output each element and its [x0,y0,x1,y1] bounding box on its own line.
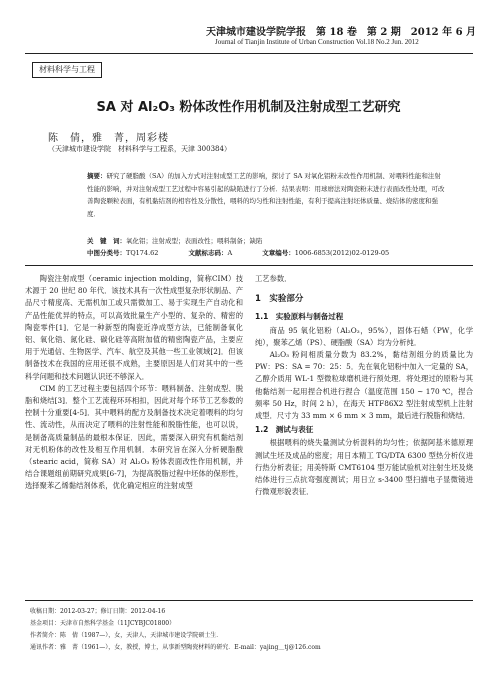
footnote-received: 收稿日期：2012-03-27；修订日期：2012-04-16 [30,608,166,615]
body-paragraph: CIM 的工艺过程主要包括四个环节：喂料制备、注射成型、脱脂和烧结[3]．整个工艺流程环环相扣，因此对每个环节工艺参数的控制十分重要[4-5]．其中喂料的配方及制备技术决定着喂料的均匀性、流动性，从而决定了喂料的注射性能和脱脂性能，也可以说，是制备高质量制品的最根本保证．因此，需要深入研究有机黏结剂对无机粉体的改性及相互作用机制．本研究旨在深入分析硬脂酸（stearic acid，简称 SA）对 Al₂O₃ 粉体表面改性作用机制，并结合课题组前期研究成果[6-7]，为提高脱脂过程中坯体的保形性，选择聚苯乙烯黏结剂体系，优化确定相应的注射成型 [25,383,243,491]
journal-title-en: Journal of Tianjin Institute of Urban Construction Vol.18 No.2 Jun. 2012 [215,38,419,46]
clc-value: TQ174.62 [126,249,159,257]
doc-code-label: 文献标志码： [188,249,228,257]
keywords [87,236,447,247]
footnote-author: 作者简介：陈 倩（1987—），女，天津人，天津城市建设学院硕士生． [30,632,223,639]
abstract-text: 研究了硬脂酸（SA）的加入方式对注射成型工艺的影响，探讨了 SA 对氧化铝粉末改性作用机制、对喂料性能和注射性能的影响，并对注射成型工艺过程中容易引起的缺陷进行了分析．结果表明：用球磨法对陶瓷粉末进行表面改性处理，可改善陶瓷颗粒表面，有机黏结剂的相容性及分散性，喂料的均匀性和注射性能，有利于提高注射坯体质量、烧结体的密度和强度． [87,172,445,218]
subsection-heading: 1.1 实验原料与制备过程 [255,312,344,322]
body-paragraph: 商品 95 氧化铝粉（Al₂O₃，95%），固体石蜡（PW，化学纯），聚苯乙烯（PS）、硬脂酸（SA）均为分析纯． [255,325,473,347]
category-label: 材料科学与工程 [32,62,102,78]
article-no-value: 1006-6853(2012)02-0129-05 [294,249,390,257]
keywords-label: 关 键 词： [87,237,126,245]
abstract [87,170,447,220]
abstract-label: 摘要： [87,172,107,180]
footnote-rule [25,600,473,601]
body-paragraph: 工艺参数． [255,274,292,283]
section-heading: 1 实验部分 [255,294,304,305]
header-rule [25,53,473,54]
right-column [255,273,473,498]
abstract-rule [25,265,473,266]
doc-code-value: A [227,249,233,257]
body-paragraph: Al₂O₃ 粉间相质量分数为 83.2%，黏结剂组分的质量比为 PW：PS：SA = 70：25：5．先在氧化铝粉中加入一定量的 SA，乙醇介质用 WL-1 型微粒球磨机进行预处理．将处理过的原粉与其他黏结剂一起用捏合机进行捏合（温度范围 150 ~ 170 ℃，捏合频率 50 Hz，时间 2 h），在海天 HTF86X2 型注射成型机上注射成型．尺寸为 33 mm × 6 mm × 3 mm，最后进行脱脂和烧结． [255,350,473,421]
body-paragraph: 根据喂料的烧失量测试分析混料的均匀性；依据阿基米德原理测试生坯及成品的密度；用日本精工 TG/DTA 6300 型热分析仪进行热分析表征；用美特斯 CMT6104 型万能试验机对注射生坯及烧结体进行三点抗弯强度测试；用日立 s-3400 型扫描电子显微镜进行微观形貌表征． [255,438,473,497]
footnote-fund: 基金项目：天津市自然科学基金（11JCYBJC01800） [30,620,176,627]
journal-title-cn: 天津城市建设学院学报 第 18 卷 第 2 期 2012 年 6 月 [206,27,477,38]
body-paragraph: 陶瓷注射成型（ceramic injection molding，简称CIM）技术源于 20 世纪 80 年代．该技术具有一次性成型复杂形状制品、产品尺寸精度高、无需机加工或只需微加工、易于实现生产自动化和产品性能优异的特点，可以高效批量生产小型的、复杂的、精密的陶瓷零件[1]．它是一种新型的陶瓷近净成型方法，已能制备氧化铝、氧化锆、氮化硅、碳化硅等高附加值的精密陶瓷产品，主要应用于光通信、生物医学、汽车、航空及其他一些工业领域[2]．但该制备技术在我国的应用还很不成熟，主要原因是人们对其中的一些科学问题和技术问题认识还不够深入． [25,274,243,381]
affiliation: （天津城市建设学院 材料科学与工程系，天津 300384） [48,145,231,153]
left-column [25,273,243,493]
clc-label: 中图分类号： [87,249,126,257]
keywords-text: 氧化铝；注射成型；表面改性；喂料制备；缺陷 [126,237,263,245]
article-no-label: 文章编号： [262,249,295,257]
footnote-contact: 通讯作者：雅 菁（1961—），女，教授，博士，从事新型陶瓷材料的研究．E-mail：yajing＿tj@126.com [30,644,321,651]
classification-line [87,248,467,257]
subsection-heading: 1.2 测试与表征 [255,425,314,435]
authors: 陈 倩，雅 菁，周彩楼 [48,133,169,144]
article-title: SA 对 Al₂O₃ 粉体改性作用机制及注射成型工艺研究 [96,100,401,115]
